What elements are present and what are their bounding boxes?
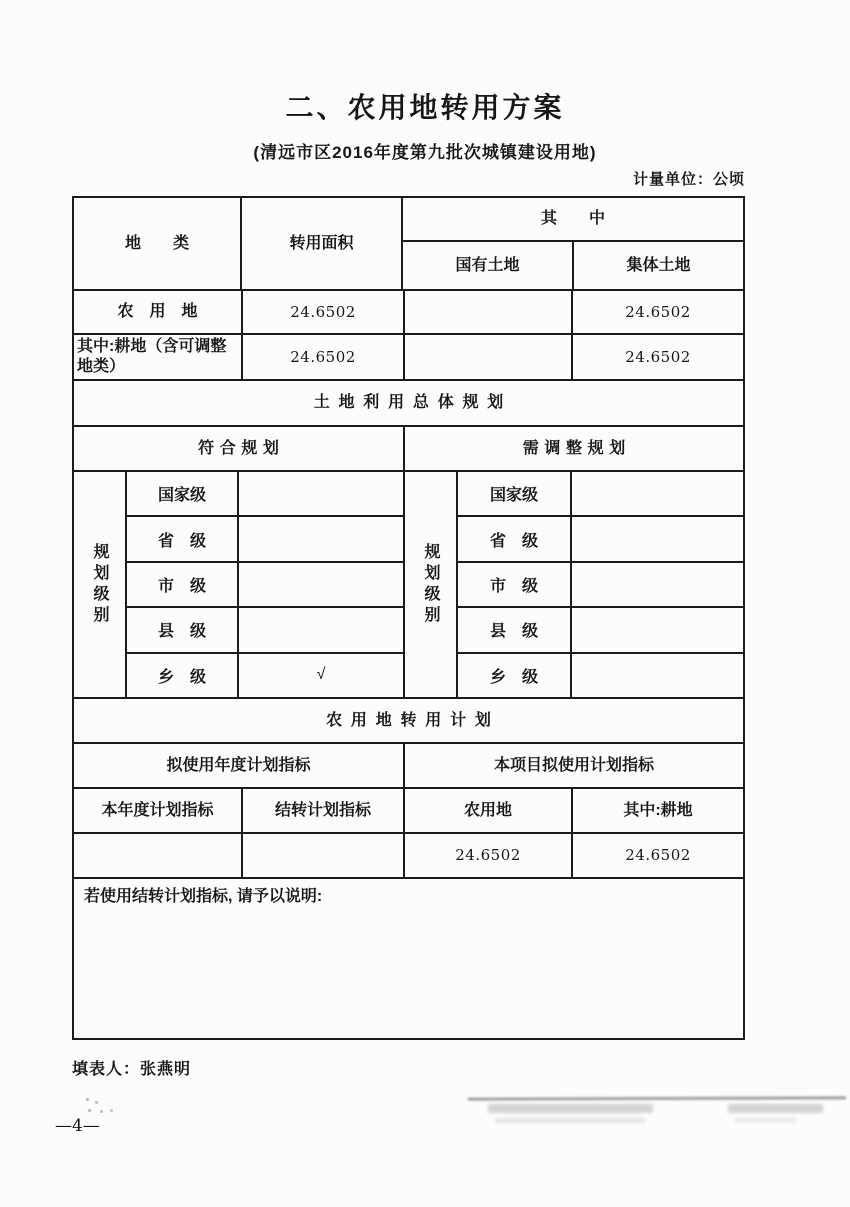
project-quota-header: 本项目拟使用计划指标 [403,744,743,787]
header-cell-collective-land: 集体土地 [572,242,743,289]
cultivated-land-area: 24.6502 [241,335,403,379]
adjust-level-row-township [458,652,743,697]
header-cell-land-type: 地 类 [124,234,189,252]
header-cell-converted-area: 转用面积 [240,198,401,289]
table-header-band [74,198,743,289]
plan-headers-band [74,742,743,787]
conform-planning-axis-label: 规划级别 [74,472,127,697]
conform-level-row-national [127,472,403,515]
plan-section-title: 农用地转用计划 [326,711,500,729]
planning-section-title-band [74,379,743,425]
cultivated-land-state [403,335,571,379]
agricultural-land-area: 24.6502 [241,291,403,333]
level-label: 乡 级 [458,654,572,697]
level-value [572,517,743,560]
level-value [239,517,403,560]
adjust-planning-header: 需调整规划 [403,427,743,470]
adjust-level-row-province [458,515,743,560]
plan-value-agricultural-land: 24.6502 [403,834,571,877]
scan-smudge [495,1118,645,1123]
conform-level-row-county [127,606,403,651]
level-value [239,608,403,651]
doc-title: 二、农用地转用方案 [285,92,565,123]
conform-planning-header: 符合规划 [198,439,285,457]
level-label: 乡 级 [127,654,239,697]
row-label-cultivated-land: 其中:耕地（含可调整地类） [77,338,227,375]
carryover-note: 若使用结转计划指标, 请予以说明: [84,888,323,905]
annual-quota-header: 拟使用年度计划指标 [166,756,311,774]
level-label: 国家级 [127,472,239,515]
level-label: 县 级 [127,608,239,651]
header-of-which-group [401,198,743,289]
level-value [572,654,743,697]
conform-planning-grid [74,472,403,697]
scan-smudge [735,1118,795,1122]
checkmark: √ [316,666,326,684]
doc-subtitle: (清远市区2016年度第九批次城镇建设用地) [253,143,597,162]
scan-smudge [468,1096,846,1100]
row-label-agricultural-land: 农 用 地 [117,303,198,320]
plan-value-carryover [241,834,403,877]
level-value [239,563,403,606]
adjust-level-row-county [458,606,743,651]
adjust-planning-grid [403,472,743,697]
level-value [239,472,403,515]
level-label: 县 级 [458,608,572,651]
adjust-planning-axis-label: 规划级别 [405,472,458,697]
planning-subheaders-band [74,425,743,470]
table-row-agricultural-land [74,289,743,333]
level-value [572,472,743,515]
header-cell-state-land: 国有土地 [455,256,520,274]
unit-label: 计量单位：公顷 [632,171,745,188]
level-label: 国家级 [458,472,572,515]
conform-level-row-city [127,561,403,606]
conform-level-row-township [127,652,403,697]
level-label: 省 级 [127,517,239,560]
plan-values-band [74,832,743,877]
plan-value-cultivated-land: 24.6502 [571,834,743,877]
plan-section-title-band [74,697,743,742]
level-value [572,563,743,606]
table-row-cultivated-land [74,333,743,379]
cultivated-land-collective: 24.6502 [571,335,743,379]
planning-section-title: 土地利用总体规划 [313,394,513,411]
plan-col-carryover: 结转计划指标 [241,789,403,832]
land-conversion-table [72,196,745,1040]
agricultural-land-collective: 24.6502 [571,291,743,333]
planning-levels-band [74,470,743,697]
adjust-level-row-national [458,472,743,515]
preparer-label: 填表人：张燕明 [72,1061,192,1078]
header-cell-of-which: 其 中 [403,198,743,242]
scan-smudge [728,1104,823,1113]
agricultural-land-state [403,291,571,333]
level-label: 市 级 [127,563,239,606]
level-value [572,608,743,651]
adjust-level-row-city [458,561,743,606]
scan-smudge [488,1104,653,1113]
level-label: 省 级 [458,517,572,560]
level-label: 市 级 [458,563,572,606]
plan-col-current-year: 本年度计划指标 [101,801,214,819]
plan-value-current-year [74,834,241,877]
page-number: —4— [55,1116,100,1136]
plan-col-agricultural-land: 农用地 [403,789,571,832]
plan-columns-band [74,787,743,832]
conform-level-row-province [127,515,403,560]
scan-specks [86,1098,89,1101]
plan-col-cultivated-land: 其中:耕地 [571,789,743,832]
carryover-note-band [74,877,743,1042]
